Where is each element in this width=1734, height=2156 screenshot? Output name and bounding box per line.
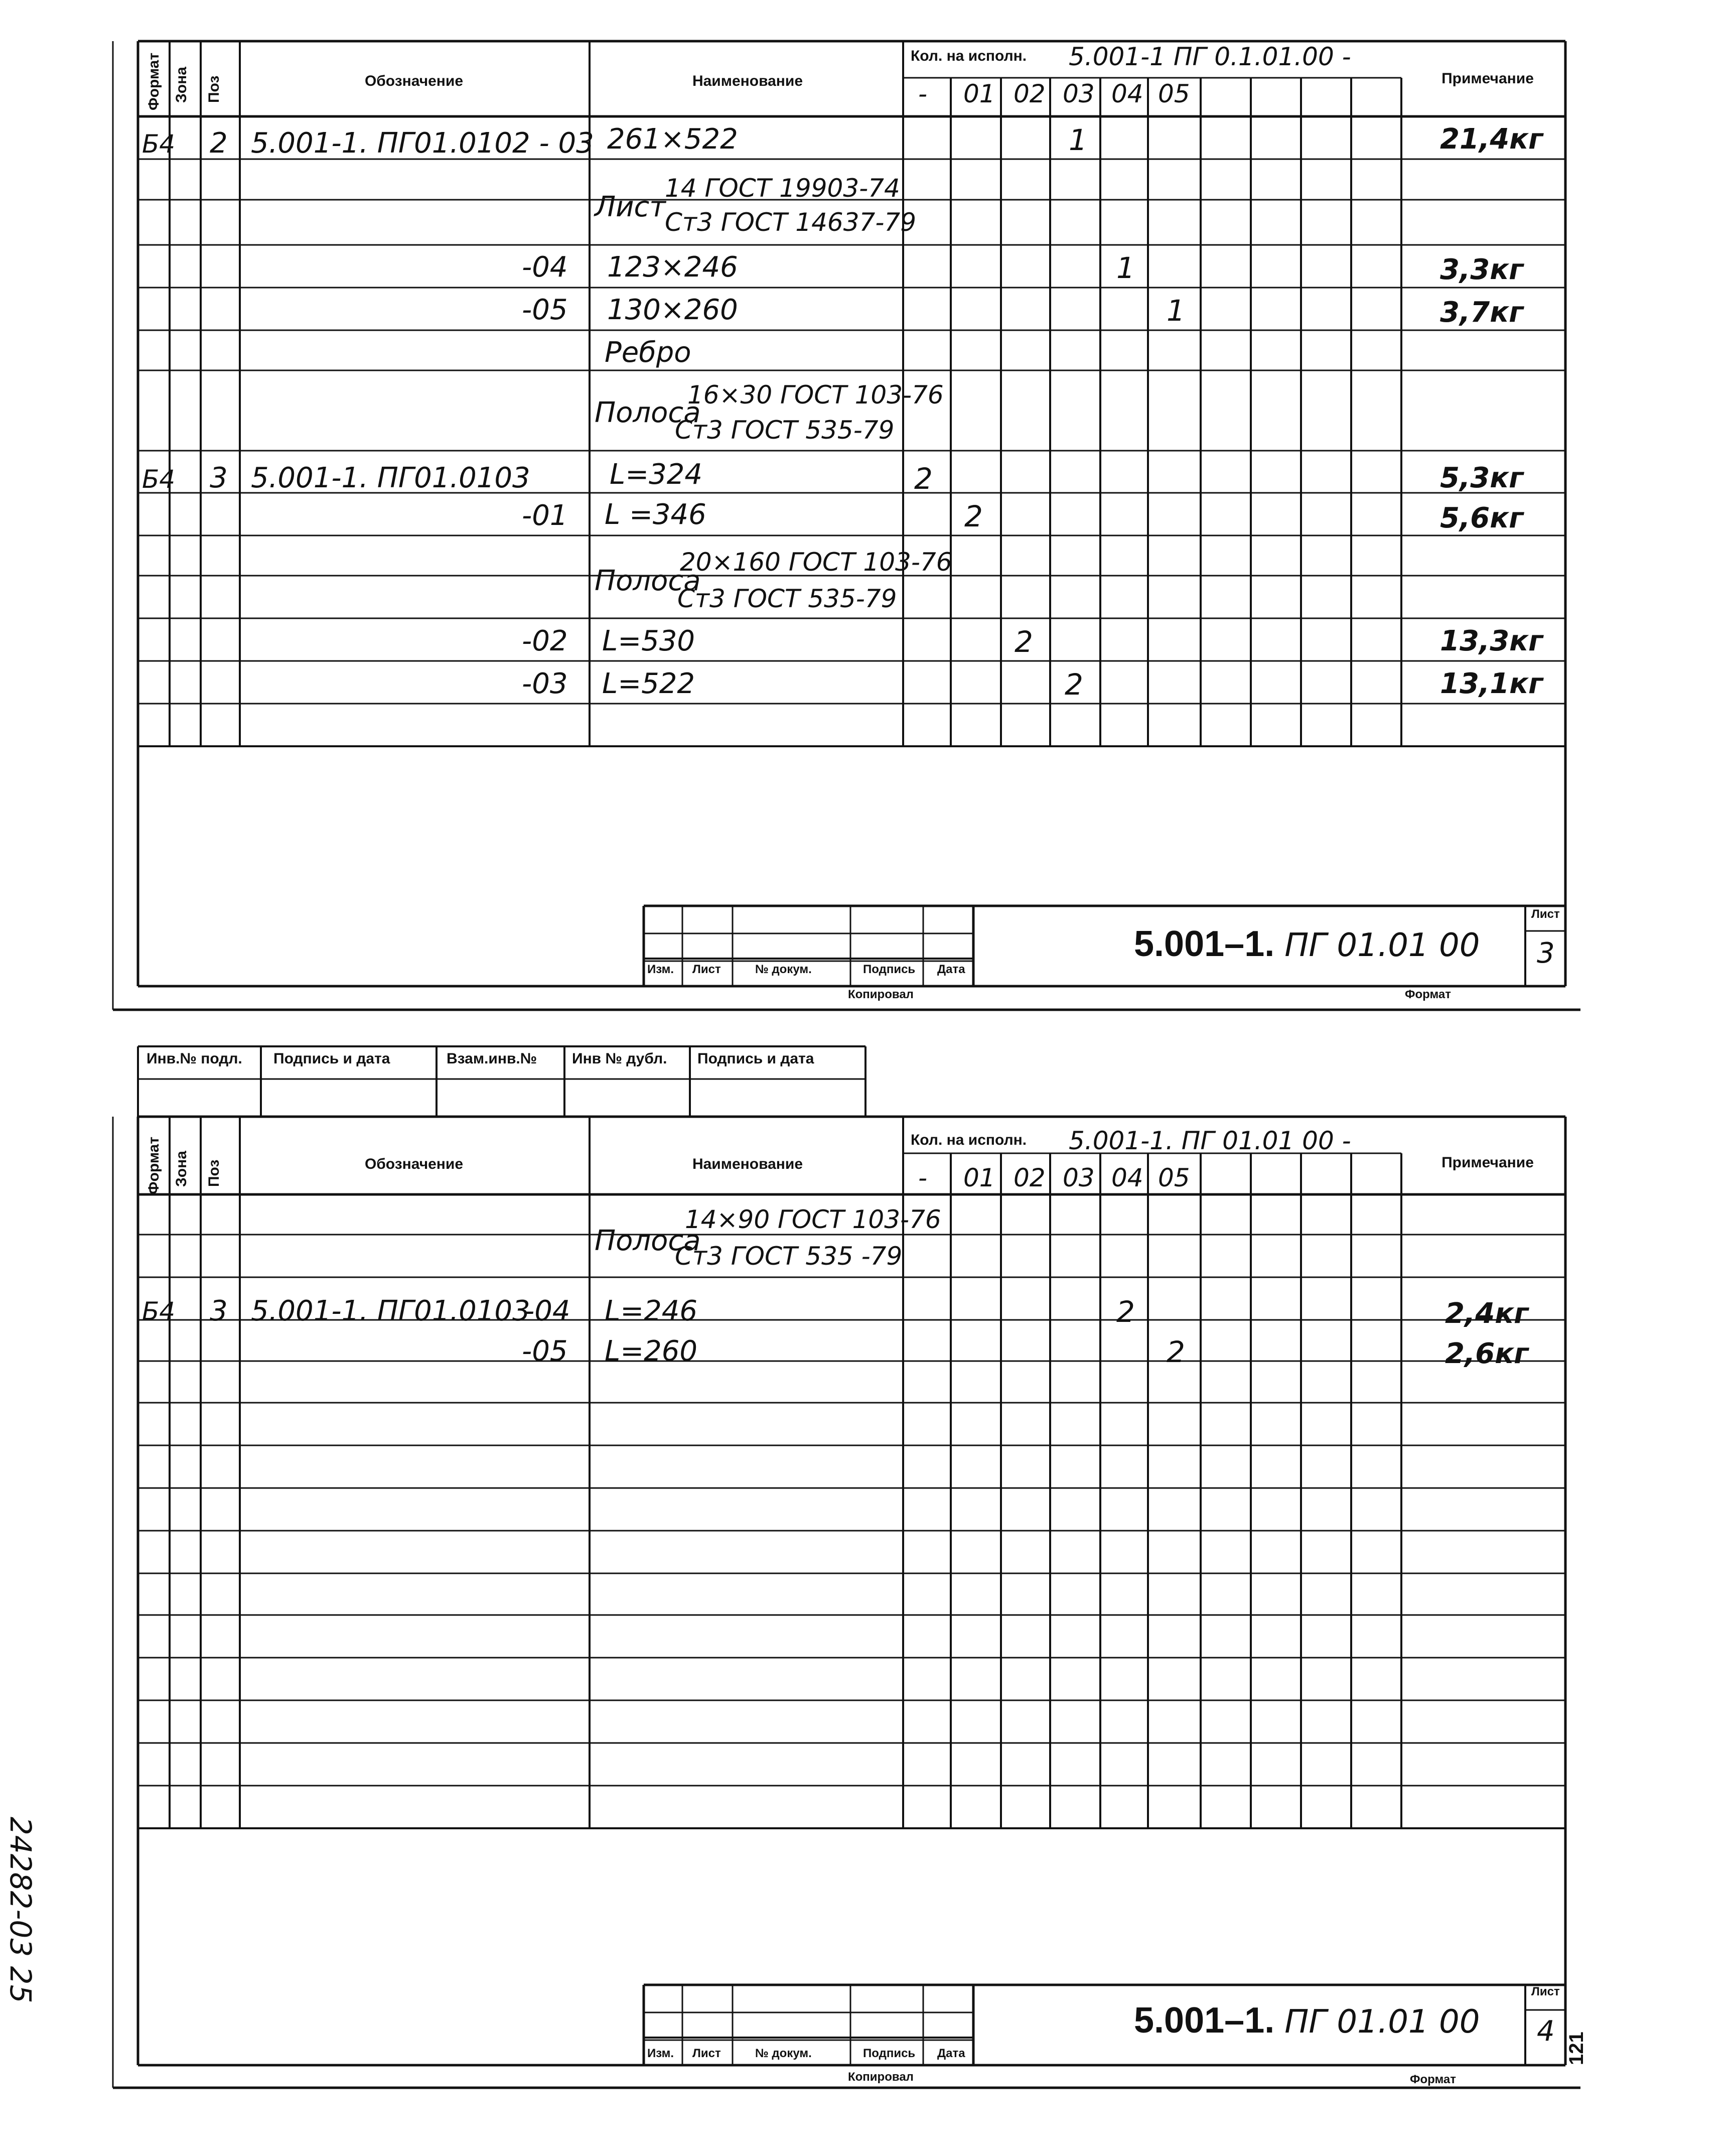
corner-mark: 121 — [1565, 2032, 1587, 2065]
s4-row2-designation-suffix: -04 — [524, 1295, 570, 1327]
s4-row2-note: 2,4кг — [1445, 1297, 1529, 1330]
s4-header-format: Формат — [146, 1136, 162, 1194]
s4-header-qty-label: Кол. на исполн. — [911, 1132, 1027, 1148]
variant-04: 04 — [1111, 79, 1143, 108]
tb4-izm: Изм. — [647, 2047, 674, 2060]
header-pos: Поз — [206, 75, 222, 103]
row3-designation: -04 — [522, 251, 568, 284]
tb4-sign: Подпись — [863, 2047, 916, 2060]
row8-name: L =346 — [605, 498, 706, 531]
s4-header-note: Примечание — [1441, 1154, 1534, 1171]
s4-row1-name-denominator: Ст3 ГОСТ 535 -79 — [675, 1242, 903, 1271]
tb4-document-code — [1134, 2000, 1480, 2041]
row4-designation: -05 — [522, 294, 568, 326]
footer4-format: Формат — [1410, 2073, 1457, 2086]
row6-name-denominator: Ст3 ГОСТ 535-79 — [675, 416, 895, 445]
tb4-code-tail: ПГ 01.01 00 — [1284, 2003, 1480, 2041]
row10-note: 13,3кг — [1440, 625, 1543, 657]
header-qty-label: Кол. на исполн. — [911, 48, 1027, 64]
variant-01: 01 — [963, 79, 995, 108]
row1-designation: 5.001-1. ПГ01.0102 - 03 — [251, 127, 594, 160]
row1-pos: 2 — [210, 127, 228, 160]
row4-note: 3,7кг — [1440, 296, 1524, 329]
row6-name-label: Полоса — [595, 396, 701, 429]
tb4-sheet-label: Лист — [1531, 1985, 1560, 1998]
row11-note: 13,1кг — [1440, 667, 1543, 700]
tb3-izm: Изм. — [647, 963, 674, 976]
variant-05: 05 — [1158, 79, 1190, 108]
row3-qty: 1 — [1116, 251, 1135, 285]
tb3-sheet-label: Лист — [1531, 907, 1560, 921]
tb4-date: Дата — [937, 2047, 965, 2060]
row8-designation: -01 — [522, 499, 568, 532]
s4-header-name: Наименование — [692, 1156, 803, 1172]
row10-name: L=530 — [602, 625, 695, 657]
tb3-sign: Подпись — [863, 963, 916, 976]
s4-variant-03: 03 — [1063, 1163, 1095, 1192]
stamp-sign-date-1: Подпись и дата — [273, 1050, 390, 1067]
s4-row1-name-numerator: 14×90 ГОСТ 103-76 — [685, 1205, 941, 1234]
s4-row3-note: 2,6кг — [1445, 1337, 1529, 1370]
s4-variant-dash: - — [918, 1163, 928, 1192]
row9-name-denominator: Ст3 ГОСТ 535-79 — [677, 584, 897, 613]
tb4-sheet-number: 4 — [1537, 2015, 1555, 2048]
s4-row2-designation: 5.001-1. ПГ01.0103 — [251, 1295, 530, 1327]
s4-variant-01: 01 — [963, 1163, 995, 1192]
header-qty-doc: 5.001-1 ПГ 0.1.01.00 - — [1069, 42, 1351, 71]
footer4-copied: Копировал — [848, 2070, 914, 2084]
s4-row1-name-label: Полоса — [595, 1225, 701, 1257]
tb3-code-tail: ПГ 01.01 00 — [1284, 927, 1480, 964]
row9-name-numerator: 20×160 ГОСТ 103-76 — [680, 548, 952, 577]
tb3-code-main: 5.001–1. — [1134, 924, 1275, 964]
row11-qty: 2 — [1065, 667, 1083, 702]
s4-row2-qty: 2 — [1116, 1295, 1135, 1329]
row1-name: 261×522 — [607, 123, 738, 156]
row8-note: 5,6кг — [1440, 502, 1524, 534]
tb3-date: Дата — [937, 963, 965, 976]
row5-name: Ребро — [605, 336, 691, 369]
row2-name-numerator: 14 ГОСТ 19903-74 — [665, 174, 900, 203]
tb4-list: Лист — [692, 2047, 721, 2060]
row7-pos: 3 — [210, 462, 228, 494]
footer3-copied: Копировал — [848, 988, 914, 1001]
row7-name: L=324 — [610, 458, 703, 491]
row1-qty: 1 — [1069, 123, 1087, 157]
row7-note: 5,3кг — [1440, 462, 1524, 494]
s4-row3-designation: -05 — [522, 1335, 568, 1368]
row2-name-label: Лист — [595, 191, 666, 223]
row11-designation: -03 — [522, 667, 568, 700]
row10-designation: -02 — [522, 625, 568, 657]
row6-name-numerator: 16×30 ГОСТ 103-76 — [687, 380, 944, 410]
s4-row3-name: L=260 — [605, 1335, 698, 1368]
row1-note: 21,4кг — [1440, 123, 1543, 156]
row3-name: 123×246 — [607, 251, 738, 284]
header-zone: Зона — [173, 67, 190, 103]
variant-02: 02 — [1014, 79, 1046, 108]
tb4-doc: № докум. — [755, 2047, 812, 2060]
stamp-vzam-inv: Взам.инв.№ — [447, 1050, 537, 1067]
row7-designation: 5.001-1. ПГ01.0103 — [251, 462, 530, 494]
tb3-sheet-number: 3 — [1537, 937, 1555, 970]
stamp-inv-dubl: Инв № дубл. — [572, 1050, 667, 1067]
s4-row2-name: L=246 — [605, 1295, 698, 1327]
variant-dash: - — [918, 79, 928, 108]
s4-row3-qty: 2 — [1167, 1335, 1185, 1369]
row9-name-label: Полоса — [595, 565, 701, 597]
row10-qty: 2 — [1015, 625, 1033, 659]
s4-header-pos: Поз — [206, 1159, 222, 1187]
row4-name: 130×260 — [607, 294, 738, 326]
row7-format: Б4 — [142, 465, 176, 494]
row3-note: 3,3кг — [1440, 253, 1524, 286]
stamp-sign-date-2: Подпись и дата — [697, 1050, 814, 1067]
s4-header-qty-doc: 5.001-1. ПГ 01.01 00 - — [1069, 1126, 1351, 1155]
s4-row2-format: Б4 — [142, 1297, 176, 1326]
tb4-code-main: 5.001–1. — [1134, 2000, 1275, 2041]
row11-name: L=522 — [602, 667, 695, 700]
row2-name-denominator: Ст3 ГОСТ 14637-79 — [665, 208, 917, 237]
footer3-format: Формат — [1405, 988, 1452, 1001]
s4-header-designation: Обозначение — [364, 1156, 464, 1172]
row7-qty: 2 — [914, 462, 933, 496]
s4-variant-02: 02 — [1014, 1163, 1046, 1192]
header-note: Примечание — [1441, 70, 1534, 87]
header-name: Наименование — [692, 73, 803, 89]
s4-header-zone: Зона — [173, 1151, 190, 1187]
s4-variant-05: 05 — [1158, 1163, 1190, 1192]
side-archive-code: 24282-03 25 — [4, 1817, 38, 2003]
tb3-document-code — [1134, 923, 1480, 965]
header-designation: Обозначение — [364, 73, 464, 89]
row4-qty: 1 — [1167, 294, 1185, 328]
s4-variant-04: 04 — [1111, 1163, 1143, 1192]
row1-format: Б4 — [142, 129, 176, 159]
header-format: Формат — [146, 52, 162, 110]
stamp-inv-podl: Инв.№ подл. — [147, 1050, 242, 1067]
s4-row2-pos: 3 — [210, 1295, 228, 1327]
tb3-list: Лист — [692, 963, 721, 976]
tb3-doc: № докум. — [755, 963, 812, 976]
variant-03: 03 — [1063, 79, 1095, 108]
row8-qty: 2 — [964, 499, 983, 533]
